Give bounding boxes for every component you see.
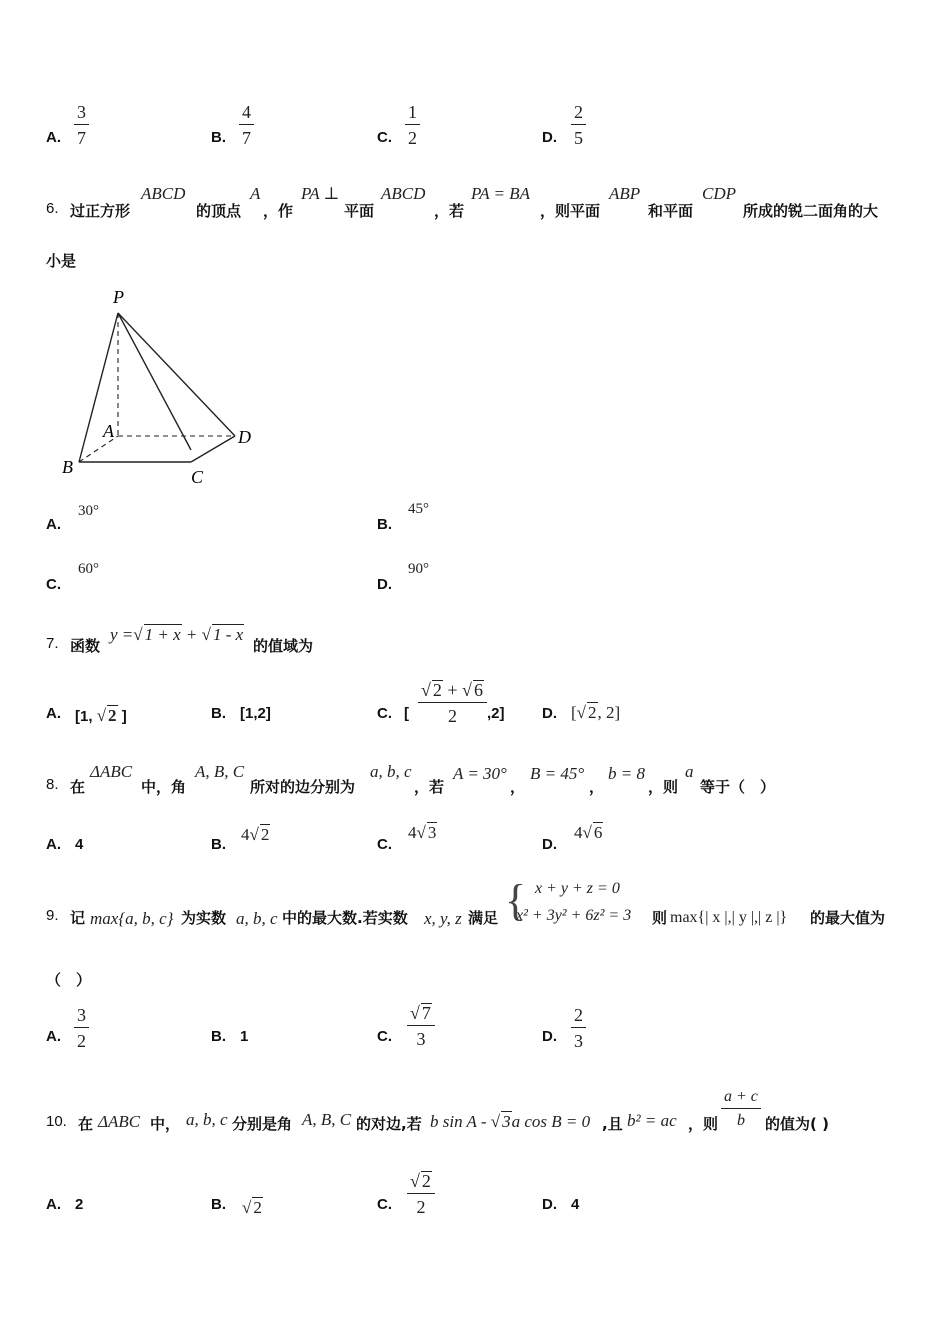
radicand: 2	[108, 706, 117, 725]
numerator: 3	[74, 1006, 89, 1028]
vertex-label-c: C	[191, 467, 204, 487]
option-label: C.	[377, 836, 392, 853]
option-a-value	[75, 705, 127, 726]
radicand: 6	[593, 823, 603, 842]
question-text: 中的最大数.若实数	[282, 909, 408, 927]
math: 4	[241, 825, 250, 844]
option-d-fraction	[571, 1006, 586, 1050]
question-text: ，	[589, 778, 605, 796]
option-b-value: [1,2]	[240, 705, 271, 722]
radicand: 2	[253, 1198, 262, 1217]
math: ABCD	[141, 184, 186, 203]
radicand: 1 - x	[212, 625, 244, 644]
option-b-value	[241, 824, 270, 845]
option-label: D.	[542, 1028, 557, 1045]
question-text: ，作	[263, 202, 294, 220]
radical-sign: √	[462, 680, 472, 700]
option-c-fraction	[407, 1171, 435, 1216]
denominator: 3	[416, 1029, 426, 1049]
question-text: 满足	[468, 909, 499, 927]
math: A	[250, 184, 261, 203]
numerator: a + c	[721, 1089, 761, 1109]
question-number: 10.	[46, 1113, 67, 1130]
question-text: ，则平面	[540, 202, 601, 220]
option-label: C.	[377, 1196, 392, 1213]
math: ]	[121, 708, 127, 725]
option-d-value	[571, 702, 620, 723]
question-text: 过正方形	[70, 202, 131, 220]
option-c-bracket: [	[404, 705, 409, 722]
radical-sign: √	[576, 703, 587, 722]
radical-sign: √	[416, 823, 426, 842]
radicand: 3	[427, 823, 437, 842]
radicand: 2	[588, 703, 597, 722]
math: [	[571, 703, 577, 722]
question-text: 在	[78, 1115, 94, 1133]
math: A = 30°	[453, 764, 507, 783]
question-text: 记	[70, 909, 86, 927]
option-a-fraction	[74, 1006, 89, 1050]
math: 4	[574, 823, 583, 842]
question-text: 为实数	[181, 909, 227, 927]
math: +	[447, 680, 458, 700]
vertex-label-p: P	[113, 287, 124, 307]
option-label: D.	[377, 576, 392, 593]
question-text: 所对的边分别为	[250, 778, 356, 796]
radical-sign: √	[201, 625, 211, 644]
ratio-fraction	[721, 1089, 761, 1129]
question-text: （ ）	[46, 971, 92, 989]
option-label: C.	[46, 576, 61, 593]
option-c-value	[408, 822, 437, 843]
math: ABP	[609, 184, 641, 203]
question-text: ，则	[688, 1115, 719, 1133]
math: a, b, c	[186, 1110, 228, 1129]
question-text: ，若	[434, 202, 465, 220]
question-text: 中，角	[141, 778, 187, 796]
radicand: 3	[502, 1112, 511, 1131]
question-text: 的值为( )	[765, 1115, 829, 1133]
system-equation-1: x + y + z = 0	[535, 880, 620, 897]
question-text: 中，	[150, 1115, 181, 1133]
numerator	[418, 680, 487, 703]
option-label: B.	[211, 1196, 226, 1213]
option-c-fraction	[418, 680, 487, 725]
math: y =	[110, 625, 134, 644]
option-label: C.	[377, 129, 392, 146]
question-text: ,且	[602, 1115, 623, 1133]
question-text: 的对边,若	[356, 1115, 422, 1133]
option-b-value: 1	[240, 1028, 249, 1045]
option-a-value: 2	[75, 1196, 84, 1213]
option-label: B.	[211, 1028, 226, 1045]
denominator: 2	[77, 1031, 86, 1051]
radicand: 2	[421, 1171, 431, 1191]
option-d-value: 90°	[408, 561, 429, 577]
option-label: A.	[46, 1028, 61, 1045]
option-label: D.	[542, 836, 557, 853]
option-c-fraction	[407, 1003, 435, 1048]
vertex-label-b: B	[62, 457, 73, 477]
function-formula	[110, 624, 244, 645]
option-label: A.	[46, 516, 61, 533]
option-label: D.	[542, 129, 557, 146]
math: a	[685, 762, 694, 781]
question-text: 小是	[46, 252, 77, 270]
math: a, b, c	[236, 909, 278, 928]
option-a-value: 4	[75, 836, 84, 853]
radical-sign: √	[582, 823, 592, 842]
math: +	[185, 625, 198, 644]
question-number: 7.	[46, 635, 59, 652]
question-text: 函数	[70, 637, 101, 655]
math: b = 8	[608, 764, 645, 783]
question-text: ，若	[414, 778, 445, 796]
math: A, B, C	[302, 1110, 352, 1129]
pyramid-figure	[55, 285, 265, 490]
fraction: $\frac{2}{5}$	[571, 103, 586, 147]
math: ABCD	[381, 184, 426, 203]
question-text: 所成的锐二面角的大	[743, 202, 879, 220]
option-a-value: 30°	[78, 503, 99, 519]
math: ΔABC	[98, 1112, 141, 1131]
radical-sign: √	[133, 625, 143, 644]
option-label: A.	[46, 705, 61, 722]
numerator: 2	[571, 1006, 586, 1028]
radicand: 6	[473, 680, 483, 700]
math: , 2]	[597, 703, 621, 722]
radical-sign: √	[410, 1171, 420, 1191]
radical-sign: √	[249, 825, 259, 844]
math: a cos B = 0	[511, 1112, 591, 1131]
question-text: 和平面	[648, 202, 694, 220]
math: ΔABC	[90, 762, 133, 781]
question-number: 6.	[46, 200, 59, 217]
option-label: B.	[377, 516, 392, 533]
radicand: 7	[421, 1003, 431, 1023]
radicand: 2	[432, 680, 442, 700]
option-label: D.	[542, 705, 557, 722]
math: max{| x |,| y |,| z |}	[670, 909, 788, 926]
math: b² = ac	[627, 1111, 677, 1130]
denominator: b	[736, 1112, 745, 1129]
numerator	[407, 1171, 435, 1194]
math: PA = BA	[471, 184, 531, 203]
fraction: $\frac{1}{2}$	[405, 103, 420, 147]
question-text: 则	[652, 909, 668, 927]
option-label: C.	[377, 1028, 392, 1045]
math: b sin A -	[430, 1112, 487, 1131]
math: CDP	[702, 184, 736, 203]
radical-sign: √	[242, 1198, 252, 1217]
option-label: A.	[46, 1196, 61, 1213]
radicand: 1 + x	[144, 625, 181, 644]
question-number: 8.	[46, 776, 59, 793]
question-number: 9.	[46, 907, 59, 924]
question-text: ，则	[648, 778, 679, 796]
question-text: 等于（ ）	[700, 778, 776, 796]
option-label: A.	[46, 129, 61, 146]
option-d-value: 4	[571, 1196, 580, 1213]
question-text: 分别是角	[232, 1115, 293, 1133]
vertex-label-d: D	[238, 427, 251, 447]
option-label: B.	[211, 836, 226, 853]
math: x, y, z	[424, 909, 462, 928]
system-equation-2: x² + 3y² + 6z² = 3	[516, 907, 632, 924]
option-c-tail: ,2]	[487, 705, 505, 722]
denominator: 2	[447, 706, 457, 726]
math: PA ⊥	[301, 184, 340, 203]
question-text: 在	[70, 778, 86, 796]
fraction: $\frac{4}{7}$	[239, 103, 254, 147]
radical-sign: √	[421, 680, 431, 700]
question-text: 的最大值为	[810, 909, 886, 927]
question-text: 的顶点	[196, 202, 242, 220]
numerator	[407, 1003, 435, 1026]
math: B = 45°	[530, 764, 585, 783]
math: A, B, C	[195, 762, 245, 781]
option-label: B.	[211, 705, 226, 722]
option-label: A.	[46, 836, 61, 853]
question-text: 的值域为	[253, 637, 314, 655]
radicand: 2	[260, 825, 270, 844]
option-label: B.	[211, 129, 226, 146]
option-b-value	[242, 1197, 263, 1218]
fraction: $\frac{3}{7}$	[74, 103, 89, 147]
math: 4	[408, 823, 417, 842]
denominator: 2	[416, 1197, 426, 1217]
brace-icon: {	[505, 876, 527, 925]
denominator: 3	[574, 1031, 583, 1051]
option-label: D.	[542, 1196, 557, 1213]
question-text: ，	[510, 778, 526, 796]
question-text: 平面	[344, 202, 375, 220]
vertex-label-a: A	[103, 421, 114, 441]
condition-formula	[430, 1111, 590, 1132]
radical-sign: √	[490, 1112, 501, 1131]
math: max{a, b, c}	[90, 909, 174, 928]
math: a, b, c	[370, 762, 412, 781]
option-d-value	[574, 822, 603, 843]
radical-sign: √	[410, 1003, 420, 1023]
math: [1,	[75, 708, 93, 725]
option-b-value: 45°	[408, 501, 429, 517]
option-c-value: 60°	[78, 561, 99, 577]
radical-sign: √	[96, 706, 107, 725]
option-label: C.	[377, 705, 392, 722]
